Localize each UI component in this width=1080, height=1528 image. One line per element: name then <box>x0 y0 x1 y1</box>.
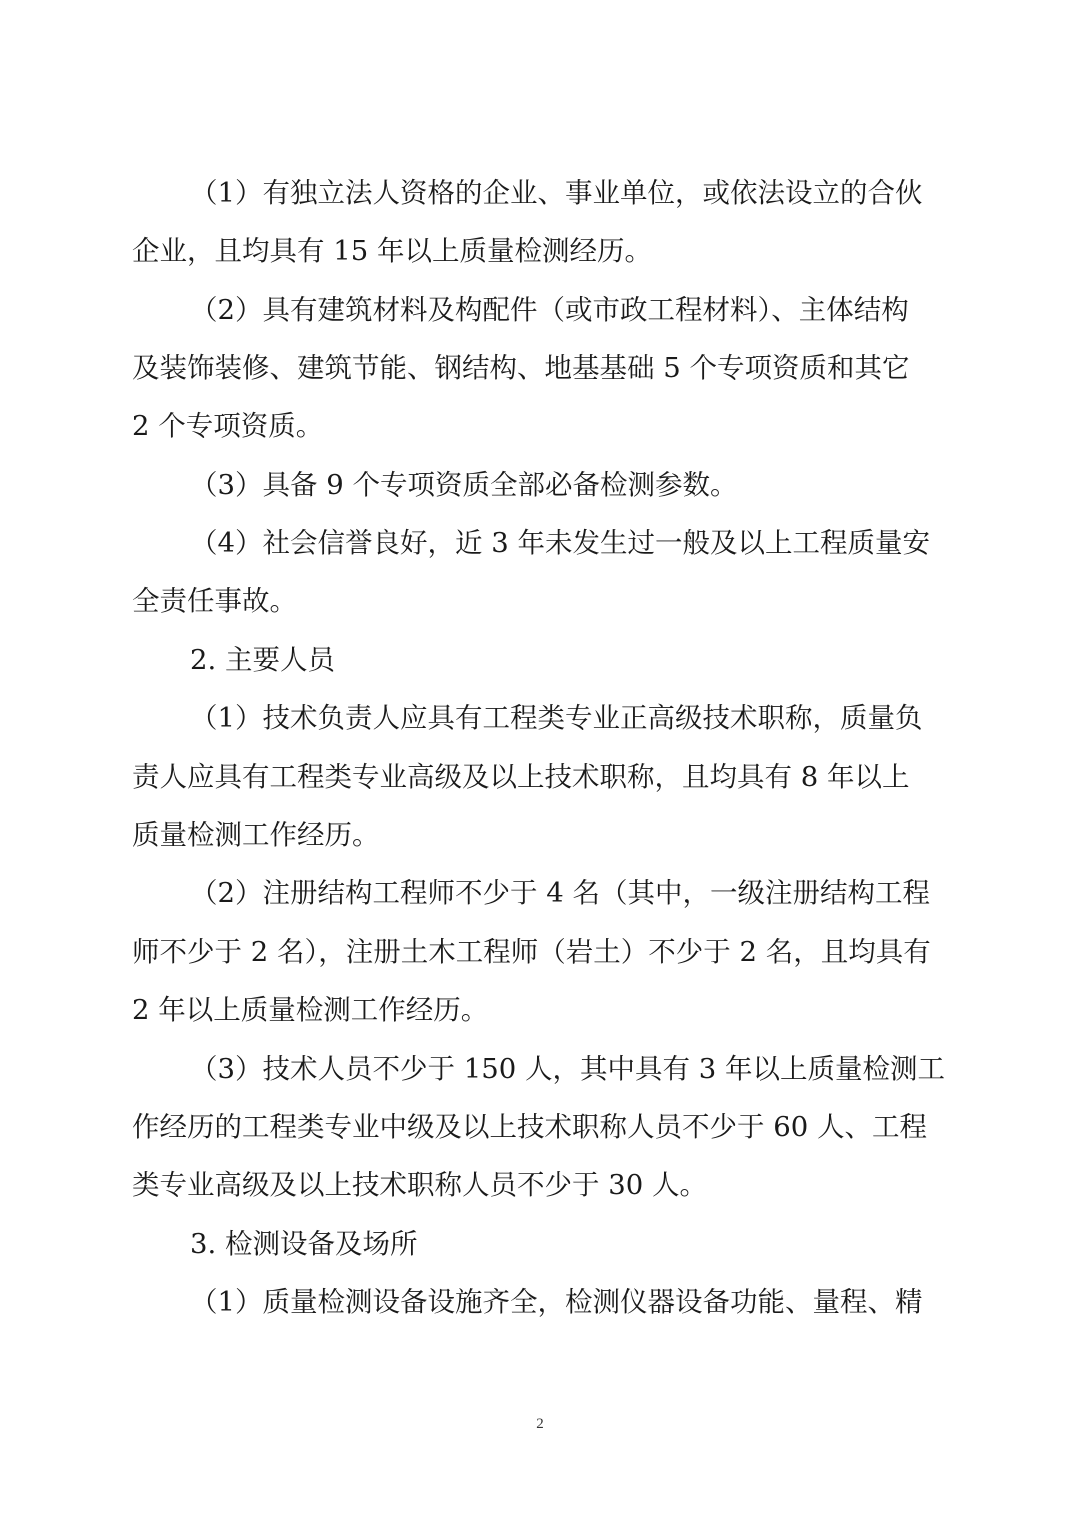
text-line <box>0 456 1080 514</box>
text-line-content: 责人应具有工程类专业高级及以上技术职称，且均具有 8 年以上 <box>132 761 910 793</box>
text-line <box>0 1156 1080 1214</box>
section-heading <box>0 1215 1080 1273</box>
text-line-content: 全责任事故。 <box>132 585 297 617</box>
text-line <box>0 1273 1080 1331</box>
text-line-content: 质量检测工作经历。 <box>132 819 380 851</box>
text-line-content: （3）技术人员不少于 150 人，其中具有 3 年以上质量检测工 <box>190 1053 945 1085</box>
text-line <box>0 1098 1080 1156</box>
text-line <box>0 689 1080 747</box>
text-line-content: 作经历的工程类专业中级及以上技术职称人员不少于 60 人、工程 <box>132 1111 927 1143</box>
text-line <box>0 748 1080 806</box>
text-line-content: 类专业高级及以上技术职称人员不少于 30 人。 <box>132 1169 707 1201</box>
text-line-content: 2 年以上质量检测工作经历。 <box>132 994 489 1026</box>
text-line-content: 师不少于 2 名），注册土木工程师（岩土）不少于 2 名，且均具有 <box>132 936 931 968</box>
text-line-content: （4）社会信誉良好，近 3 年未发生过一般及以上工程质量安 <box>190 527 930 559</box>
text-line-content: 及装饰装修、建筑节能、钢结构、地基基础 5 个专项资质和其它 <box>132 352 910 384</box>
text-line <box>0 281 1080 339</box>
text-line-content: （1）技术负责人应具有工程类专业正高级技术职称，质量负 <box>190 702 923 734</box>
text-line <box>0 981 1080 1039</box>
text-line <box>0 806 1080 864</box>
section-heading-text: 2. 主要人员 <box>190 644 335 676</box>
text-line <box>0 339 1080 397</box>
text-line-content: （2）注册结构工程师不少于 4 名（其中，一级注册结构工程 <box>190 877 930 909</box>
text-line-content: （3）具备 9 个专项资质全部必备检测参数。 <box>190 469 738 501</box>
section-heading-text: 3. 检测设备及场所 <box>190 1228 418 1260</box>
text-line <box>0 397 1080 455</box>
text-line <box>0 514 1080 572</box>
text-line <box>0 923 1080 981</box>
text-line <box>0 572 1080 630</box>
section-heading <box>0 631 1080 689</box>
text-line-content: （2）具有建筑材料及构配件（或市政工程材料）、主体结构 <box>190 294 909 326</box>
text-line-content: （1）质量检测设备设施齐全，检测仪器设备功能、量程、精 <box>190 1286 923 1318</box>
text-line-content: （1）有独立法人资格的企业、事业单位，或依法设立的合伙 <box>190 177 923 209</box>
text-line <box>0 1040 1080 1098</box>
text-line-content: 2 个专项资质。 <box>132 410 324 442</box>
text-line <box>0 864 1080 922</box>
page-number: 2 <box>536 1416 544 1432</box>
text-line <box>0 222 1080 280</box>
text-line <box>0 164 1080 222</box>
text-line-content: 企业，且均具有 15 年以上质量检测经历。 <box>132 235 652 267</box>
